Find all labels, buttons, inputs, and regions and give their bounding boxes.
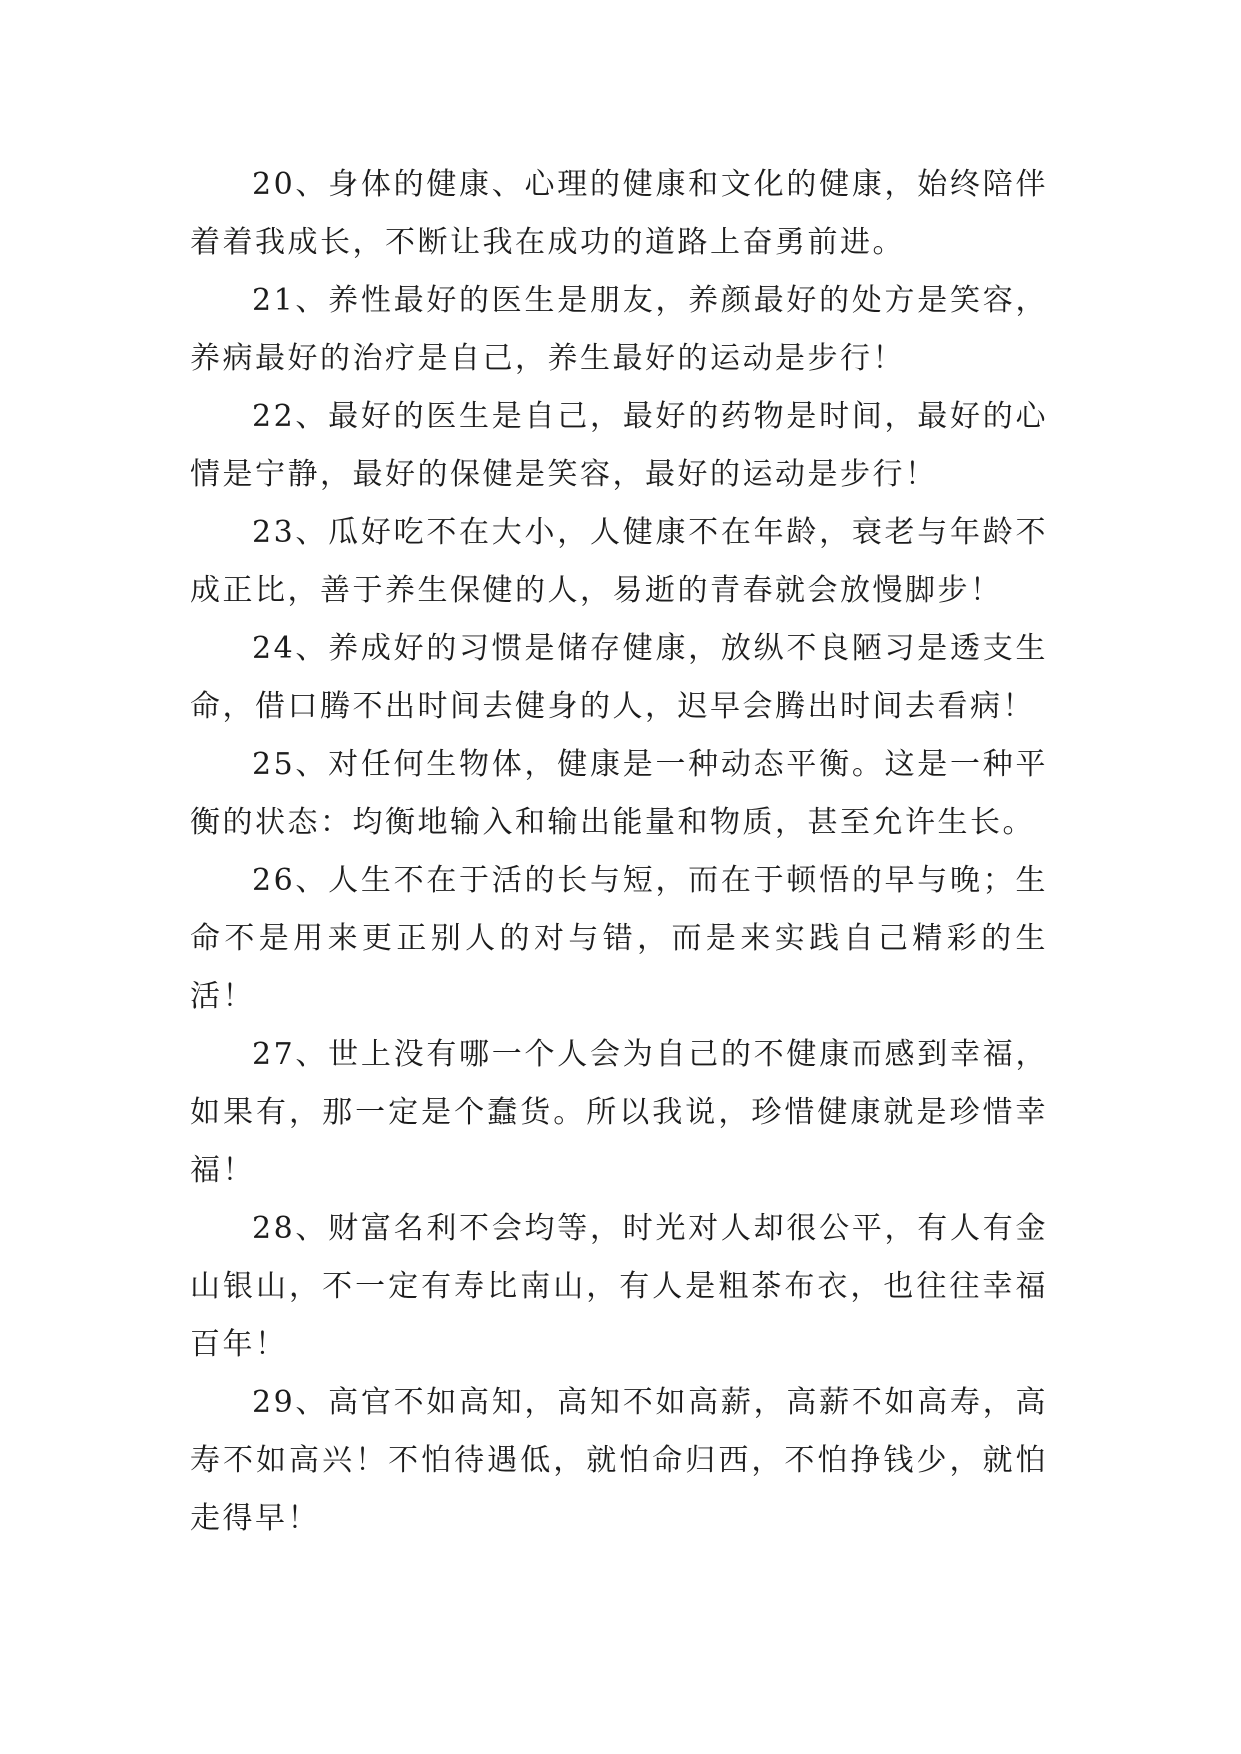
- paragraph-22: [190, 388, 1048, 504]
- paragraph-line: 走得早！: [190, 1501, 320, 1536]
- paragraph-line: 情是宁静，最好的保健是笑容，最好的运动是步行！: [190, 457, 938, 492]
- paragraph-25: [190, 736, 1048, 852]
- paragraph-line: 命不是用来更正别人的对与错，而是来实践自己精彩的生: [190, 921, 1048, 956]
- paragraph-line: 20、身体的健康、心理的健康和文化的健康，始终陪伴: [252, 167, 1048, 202]
- paragraph-line: 着着我成长，不断让我在成功的道路上奋勇前进。: [190, 225, 905, 260]
- paragraph-line: 成正比，善于养生保健的人，易逝的青春就会放慢脚步！: [190, 573, 1003, 608]
- paragraph-line: 27、世上没有哪一个人会为自己的不健康而感到幸福，: [252, 1037, 1048, 1072]
- paragraph-line: 山银山，不一定有寿比南山，有人是粗茶布衣，也往往幸福: [190, 1269, 1048, 1304]
- paragraph-line: 寿不如高兴！不怕待遇低，就怕命归西，不怕挣钱少，就怕: [190, 1443, 1048, 1478]
- paragraph-line: 活！: [190, 979, 255, 1014]
- paragraph-line: 23、瓜好吃不在大小，人健康不在年龄，衰老与年龄不: [252, 515, 1048, 550]
- paragraph-line: 21、养性最好的医生是朋友，养颜最好的处方是笑容，: [252, 283, 1048, 318]
- paragraph-line: 百年！: [190, 1327, 288, 1362]
- paragraph-line: 24、养成好的习惯是储存健康，放纵不良陋习是透支生: [252, 631, 1048, 666]
- paragraph-line: 衡的状态：均衡地输入和输出能量和物质，甚至允许生长。: [190, 805, 1035, 840]
- paragraph-20: [190, 156, 1048, 272]
- paragraph-line: 28、财富名利不会均等，时光对人却很公平，有人有金: [252, 1211, 1048, 1246]
- paragraph-26: [190, 852, 1048, 1026]
- paragraph-line: 养病最好的治疗是自己，养生最好的运动是步行！: [190, 341, 905, 376]
- paragraph-21: [190, 272, 1048, 388]
- document-body: [190, 156, 1048, 1548]
- paragraph-29: [190, 1374, 1048, 1548]
- paragraph-28: [190, 1200, 1048, 1374]
- paragraph-23: [190, 504, 1048, 620]
- paragraph-line: 29、高官不如高知，高知不如高薪，高薪不如高寿，高: [252, 1385, 1048, 1420]
- paragraph-line: 25、对任何生物体，健康是一种动态平衡。这是一种平: [252, 747, 1048, 782]
- paragraph-line: 如果有，那一定是个蠢货。所以我说，珍惜健康就是珍惜幸: [190, 1095, 1048, 1130]
- paragraph-line: 命，借口腾不出时间去健身的人，迟早会腾出时间去看病！: [190, 689, 1035, 724]
- paragraph-line: 26、人生不在于活的长与短，而在于顿悟的早与晚；生: [252, 863, 1048, 898]
- paragraph-line: 福！: [190, 1153, 255, 1188]
- paragraph-line: 22、最好的医生是自己，最好的药物是时间，最好的心: [252, 399, 1048, 434]
- paragraph-27: [190, 1026, 1048, 1200]
- paragraph-24: [190, 620, 1048, 736]
